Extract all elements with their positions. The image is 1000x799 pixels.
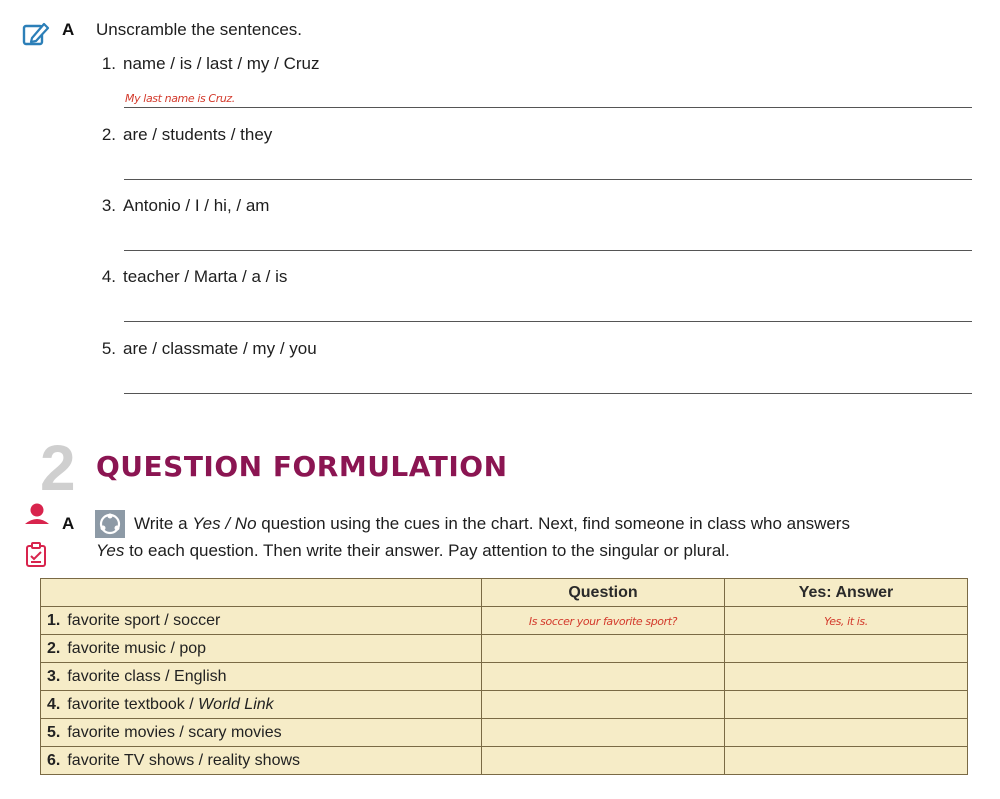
- answer-cell[interactable]: [725, 607, 968, 635]
- section-number: 2: [40, 432, 76, 504]
- header-cue: [41, 579, 482, 607]
- section-title: QUESTION FORMULATION: [96, 450, 508, 483]
- item-number: 3.: [101, 196, 116, 215]
- pair-work-icon: [24, 502, 50, 526]
- table-row: [41, 607, 968, 635]
- group-activity-icon: [95, 510, 125, 538]
- item-number: 5.: [101, 339, 116, 358]
- item-cue: name / is / last / my / Cruz: [123, 54, 320, 73]
- question-cell[interactable]: [482, 635, 725, 663]
- table-row: [41, 635, 968, 663]
- answer-line[interactable]: [124, 393, 972, 394]
- answer-cell[interactable]: [725, 719, 968, 747]
- cue-cell: 1. favorite sport / soccer: [41, 607, 482, 635]
- list-item: [90, 54, 320, 74]
- handwritten-answer: Yes, it is.: [824, 614, 868, 628]
- item-number: 1.: [101, 54, 116, 73]
- question-cell[interactable]: [482, 747, 725, 775]
- header-answer: Yes: Answer: [725, 579, 968, 607]
- cue-cell: 6. favorite TV shows / reality shows: [41, 747, 482, 775]
- question-cell[interactable]: [482, 719, 725, 747]
- answer-cell[interactable]: [725, 691, 968, 719]
- list-item: [90, 196, 269, 216]
- list-item: [90, 339, 317, 359]
- question-cell[interactable]: [482, 663, 725, 691]
- header-question: Question: [482, 579, 725, 607]
- list-item: [90, 267, 287, 287]
- question-chart: [40, 578, 968, 775]
- exercise-letter: A: [62, 20, 75, 39]
- answer-cell[interactable]: [725, 747, 968, 775]
- checklist-icon: [25, 542, 47, 568]
- item-cue: are / students / they: [123, 125, 273, 144]
- answer-line[interactable]: [124, 321, 972, 322]
- exercise-instruction-line1: Write a Yes / No question using the cues in the chart. Next, find someone in class who answers: [134, 514, 850, 533]
- cue-cell: 4. favorite textbook / World Link: [41, 691, 482, 719]
- exercise-instruction-line2: Yes to each question. Then write their answer. Pay attention to the singular or plural.: [96, 541, 730, 560]
- table-header-row: [41, 579, 968, 607]
- item-cue: teacher / Marta / a / is: [123, 267, 288, 286]
- exercise-letter: A: [62, 514, 75, 533]
- answer-cell[interactable]: [725, 663, 968, 691]
- item-cue: are / classmate / my / you: [123, 339, 317, 358]
- handwritten-question: Is soccer your favorite sport?: [528, 614, 678, 628]
- answer-line[interactable]: [124, 107, 972, 108]
- question-cell[interactable]: [482, 607, 725, 635]
- write-pencil-icon: [22, 20, 50, 48]
- question-cell[interactable]: [482, 691, 725, 719]
- cue-cell: 5. favorite movies / scary movies: [41, 719, 482, 747]
- answer-cell[interactable]: [725, 635, 968, 663]
- table-row: [41, 663, 968, 691]
- handwritten-answer: My last name is Cruz.: [125, 92, 235, 105]
- exercise-instruction: Unscramble the sentences.: [96, 20, 302, 39]
- table-row: [41, 747, 968, 775]
- list-item: [90, 125, 272, 145]
- cue-cell: 3. favorite class / English: [41, 663, 482, 691]
- table-row: [41, 719, 968, 747]
- answer-line[interactable]: [124, 179, 972, 180]
- answer-line[interactable]: [124, 250, 972, 251]
- item-number: 4.: [101, 267, 116, 286]
- item-number: 2.: [101, 125, 116, 144]
- item-cue: Antonio / I / hi, / am: [123, 196, 270, 215]
- cue-cell: 2. favorite music / pop: [41, 635, 482, 663]
- table-row: [41, 691, 968, 719]
